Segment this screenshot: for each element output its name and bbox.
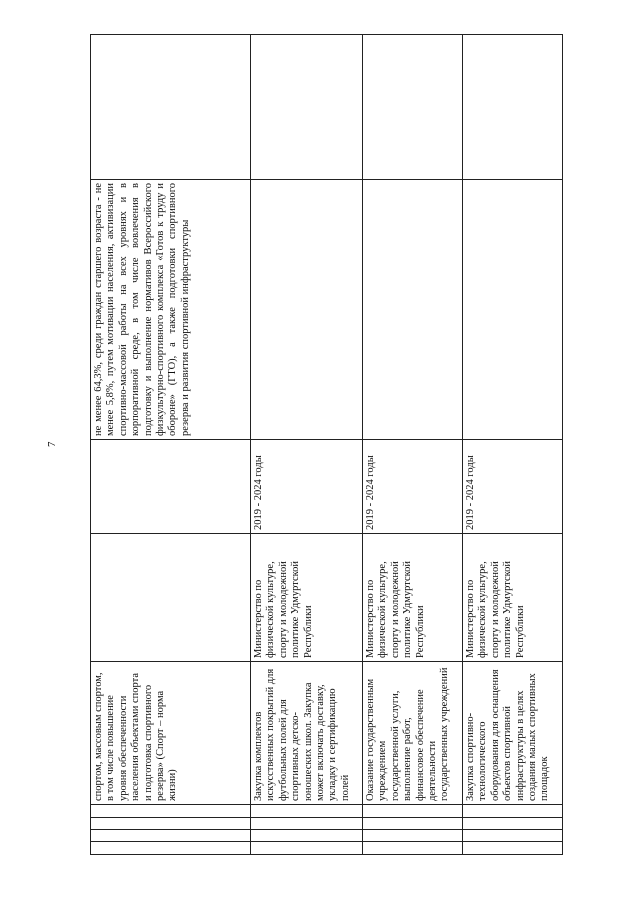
result-cell	[251, 180, 363, 440]
narrow-cell	[363, 830, 463, 842]
executor-cell: Министерство по физической культуре, спорту и молодежной политике Удмуртской Республики	[251, 534, 363, 662]
narrow-cell	[91, 805, 251, 818]
period-cell: 2019 - 2024 годы	[463, 440, 563, 534]
table-row	[363, 35, 463, 855]
event-cell: спортом, массовым спортом, в том числе повышение уровня обеспеченности населения объектами спорта и подготовка спортивного резерва» (Спорт – норма жизни)	[91, 662, 251, 805]
narrow-cell	[363, 818, 463, 830]
event-cell: Закупка спортивно-технологического оборудования для оснащения объектов спортивной инфраструктуры в целях создания малых спортивных площадок	[463, 662, 563, 805]
executor-cell	[91, 534, 251, 662]
narrow-cell	[363, 805, 463, 818]
narrow-cell	[91, 842, 251, 855]
last-cell	[463, 35, 563, 180]
result-cell: не менее 64,3%, среди граждан старшего возраста - не менее 5,8%, путем мотивации населения, активизации спортивно-массовой работы на всех уровнях и в корпоративной среде, в том числе вовлечения в подготовку и выполнение нормативов Всероссийского физкультурно-спортивного комплекса «Готов к труду и обороне» (ГТО), а также подготовки спортивного резерва и развития спортивной инфраструктуры	[91, 180, 251, 440]
narrow-cell	[251, 830, 363, 842]
result-cell	[363, 180, 463, 440]
table-row	[91, 35, 251, 855]
narrow-cell	[463, 830, 563, 842]
table-row	[463, 35, 563, 855]
result-cell	[463, 180, 563, 440]
narrow-cell	[91, 830, 251, 842]
period-cell: 2019 - 2024 годы	[363, 440, 463, 534]
narrow-cell	[251, 818, 363, 830]
narrow-cell	[463, 818, 563, 830]
rotated-table-container	[90, 35, 562, 855]
last-cell	[91, 35, 251, 180]
executor-cell: Министерство по физической культуре, спорту и молодежной политике Удмуртской Республики	[363, 534, 463, 662]
narrow-cell	[251, 805, 363, 818]
narrow-cell	[91, 818, 251, 830]
period-cell: 2019 - 2024 годы	[251, 440, 363, 534]
last-cell	[251, 35, 363, 180]
narrow-cell	[463, 842, 563, 855]
page-number: 7	[46, 441, 58, 447]
narrow-cell	[251, 842, 363, 855]
program-table	[90, 34, 563, 855]
last-cell	[363, 35, 463, 180]
table-row	[251, 35, 363, 855]
narrow-cell	[363, 842, 463, 855]
narrow-cell	[463, 805, 563, 818]
executor-cell: Министерство по физической культуре, спорту и молодежной политике Удмуртской Республики	[463, 534, 563, 662]
period-cell	[91, 440, 251, 534]
event-cell: Закупка комплектов искусственных покрытий для футбольных полей для спортивных детско-юношеских школ. Закупка может включать доставку, укладку и сертификацию полей	[251, 662, 363, 805]
event-cell: Оказание государственным учреждением государственной услуги, выполнение работ, финансовое обеспечение деятельности государственных учреждений	[363, 662, 463, 805]
